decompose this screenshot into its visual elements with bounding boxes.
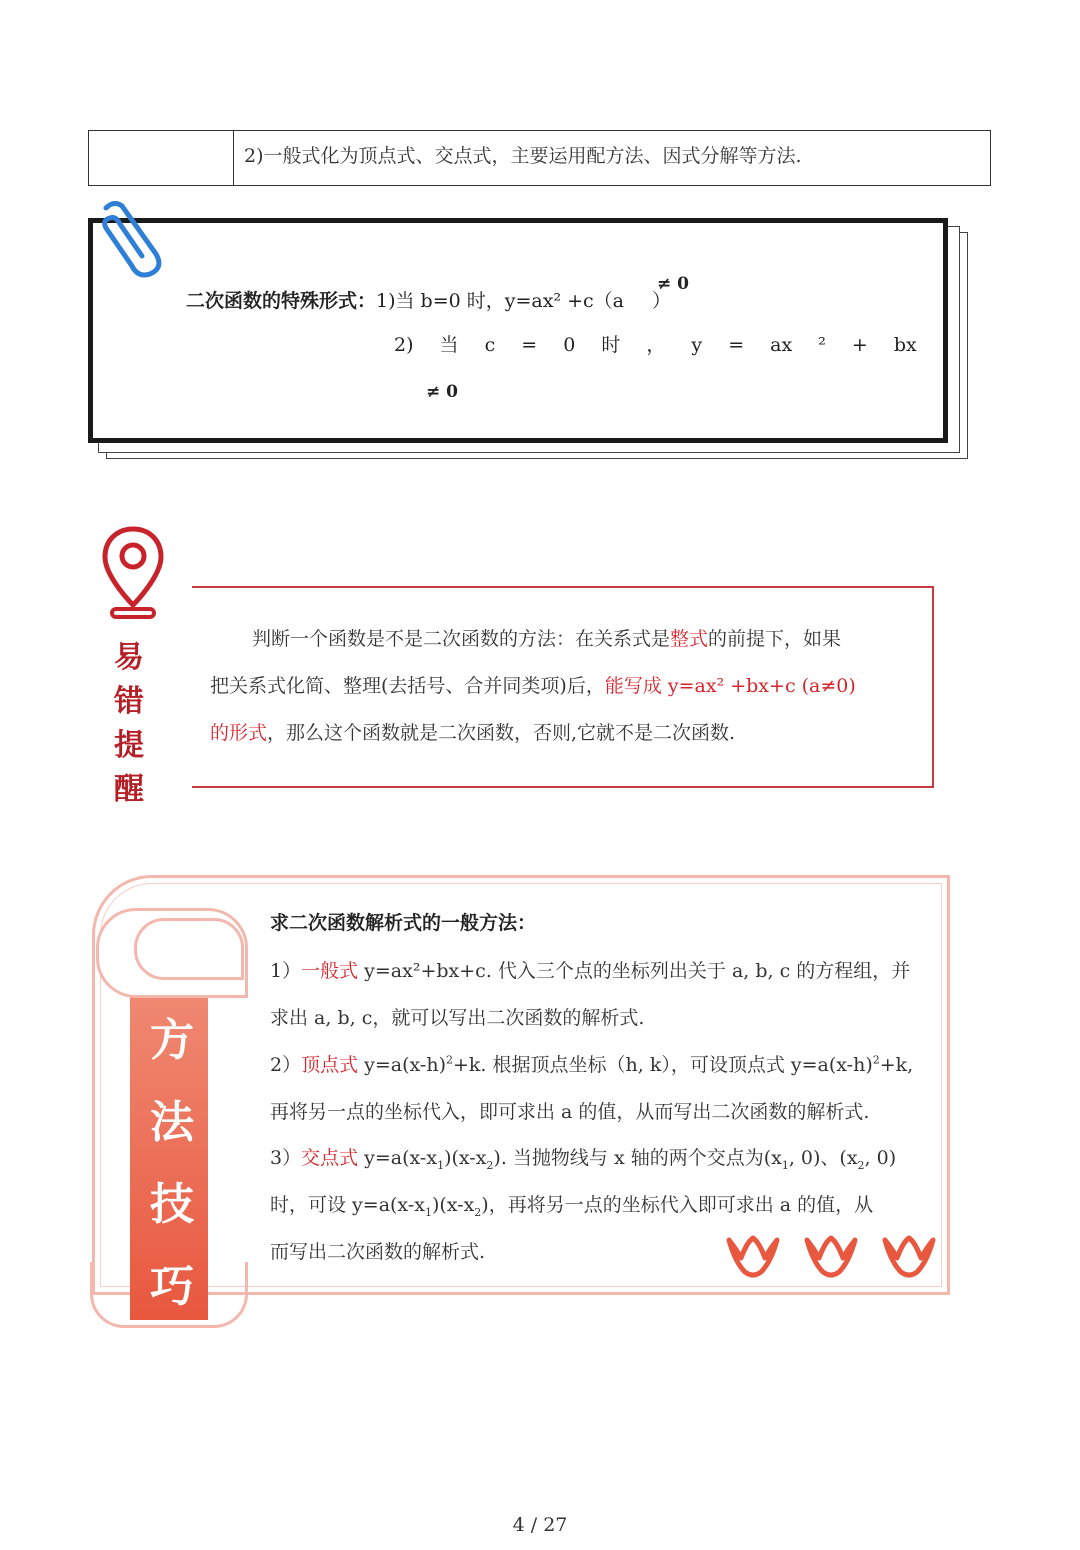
reminder-title-char-1: 易: [114, 640, 144, 675]
method-number: 3）: [270, 1147, 302, 1169]
reminder-line-3: [210, 718, 735, 745]
method-line-2: 求出 a, b, c，就可以写出二次函数的解析式.: [270, 1007, 645, 1029]
subscript: 1: [424, 1205, 432, 1219]
reminder-highlight: 整式: [670, 628, 709, 650]
method-title-char-3: 技: [150, 1179, 194, 1230]
method-text: , 0)、(x: [788, 1147, 858, 1169]
special-form-line-1: [186, 286, 671, 313]
special-form-heading: 二次函数的特殊形式：: [186, 290, 377, 312]
method-text: , 0): [864, 1147, 897, 1169]
method-line-5: [270, 1143, 896, 1172]
method-text: 时，可设 y=a(x-x: [270, 1194, 425, 1216]
method-line-3: [270, 1050, 913, 1077]
method-keyword: 交点式: [301, 1147, 359, 1169]
special-form-case-2: 2) 当 c = 0 时 ， y = ax ² + bx: [394, 334, 917, 356]
special-form-close-paren: ）: [652, 290, 672, 312]
subscript: 1: [781, 1158, 789, 1172]
neq-zero-label-2: ≠ 0: [426, 382, 458, 398]
crown-icon: [725, 1232, 781, 1280]
table-cell-empty: [89, 131, 234, 185]
special-form-case-1: 1)当 b=0 时，y=ax² +c（a: [376, 290, 625, 312]
reminder-line-2: [210, 671, 856, 698]
subscript: 2: [474, 1205, 482, 1219]
method-number: 2）: [270, 1054, 302, 1076]
reminder-title-char-2: 错: [114, 684, 144, 719]
method-line-7: 而写出二次函数的解析式.: [270, 1241, 486, 1263]
subscript: 2: [486, 1158, 494, 1172]
reminder-text: 的前提下，如果: [708, 628, 842, 650]
method-text: ). 当抛物线与 x 轴的两个交点为(x: [493, 1147, 782, 1169]
reminder-line-1: [252, 624, 841, 651]
method-title-char-4: 巧: [150, 1261, 194, 1312]
exponent: 2: [446, 1053, 453, 1067]
reminder-highlight: 的形式: [210, 722, 268, 744]
method-line-4: 再将另一点的坐标代入，即可求出 a 的值，从而写出二次函数的解析式.: [270, 1101, 870, 1123]
method-heading: 求二次函数解析式的一般方法：: [270, 912, 537, 934]
crown-icon: [803, 1232, 859, 1280]
reminder-text: ，那么这个函数就是二次函数，否则,它就不是二次函数.: [267, 722, 736, 744]
method-line-6: [270, 1190, 873, 1219]
crown-decoration: [725, 1232, 937, 1280]
exponent: 2: [872, 1053, 880, 1067]
method-text: y=a(x-h): [358, 1054, 446, 1076]
reminder-text: 判断一个函数是不是二次函数的方法：在关系式是: [252, 628, 671, 650]
method-text: y=a(x-x: [358, 1147, 438, 1169]
summary-table-row: [88, 130, 991, 186]
method-keyword: 一般式: [301, 960, 359, 982]
page-number: 4 / 27: [512, 1514, 568, 1536]
location-pin-icon: [100, 525, 166, 621]
method-line-1: [270, 956, 910, 983]
scroll-top-curl-inner: [134, 918, 244, 980]
reminder-title-char-4: 醒: [114, 772, 144, 807]
paperclip-icon: [92, 198, 164, 280]
reminder-text: 把关系式化简、整理(去括号、合并同类项)后，: [210, 675, 605, 697]
reminder-highlight: 能写成 y=ax² +bx+c (a≠0): [604, 675, 856, 697]
method-title-char-2: 法: [150, 1097, 194, 1148]
subscript: 2: [857, 1158, 865, 1172]
method-text: +k. 根据顶点坐标（h, k），可设顶点式 y=a(x-h): [453, 1054, 873, 1076]
neq-zero-label: ≠ 0: [657, 274, 689, 294]
method-text: y=ax²+bx+c. 代入三个点的坐标列出关于 a, b, c 的方程组，并: [358, 960, 911, 982]
table-cell-text: 2)一般式化为顶点式、交点式，主要运用配方法、因式分解等方法.: [244, 145, 802, 167]
method-text: )(x-x: [444, 1147, 487, 1169]
subscript: 1: [437, 1158, 445, 1172]
method-text: +k,: [879, 1054, 914, 1076]
method-keyword: 顶点式: [301, 1054, 359, 1076]
method-text: )(x-x: [431, 1194, 475, 1216]
method-number: 1）: [270, 960, 302, 982]
method-title-char-1: 方: [150, 1015, 194, 1066]
reminder-title-char-3: 提: [114, 728, 144, 763]
crown-icon: [881, 1232, 937, 1280]
method-text: )，再将另一点的坐标代入即可求出 a 的值，从: [481, 1194, 874, 1216]
